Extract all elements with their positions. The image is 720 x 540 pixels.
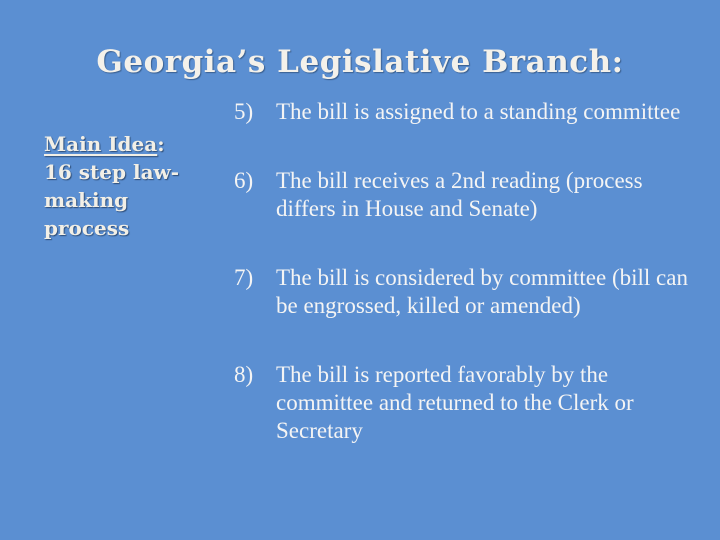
step-item [234,98,704,126]
step-number: 8) [234,362,254,387]
main-idea-block [44,130,214,242]
step-number: 7) [234,265,254,290]
main-idea-colon: : [157,132,165,156]
slide-title: Georgia’s Legislative Branch: [96,44,624,80]
step-item [234,264,704,320]
main-idea-label: Main Idea [44,132,158,156]
steps-list [234,98,704,445]
main-idea-description: 16 step law-making process [44,160,180,240]
step-text: The bill is considered by committee (bill can be engrossed, killed or amended) [276,265,688,318]
step-number: 6) [234,168,254,193]
step-text: The bill is assigned to a standing committee [276,99,681,124]
step-item [234,361,704,445]
step-text: The bill receives a 2nd reading (process differs in House and Senate) [276,168,643,221]
step-item [234,167,704,223]
step-text: The bill is reported favorably by the committee and returned to the Clerk or Secretary [276,362,634,443]
step-number: 5) [234,99,254,124]
